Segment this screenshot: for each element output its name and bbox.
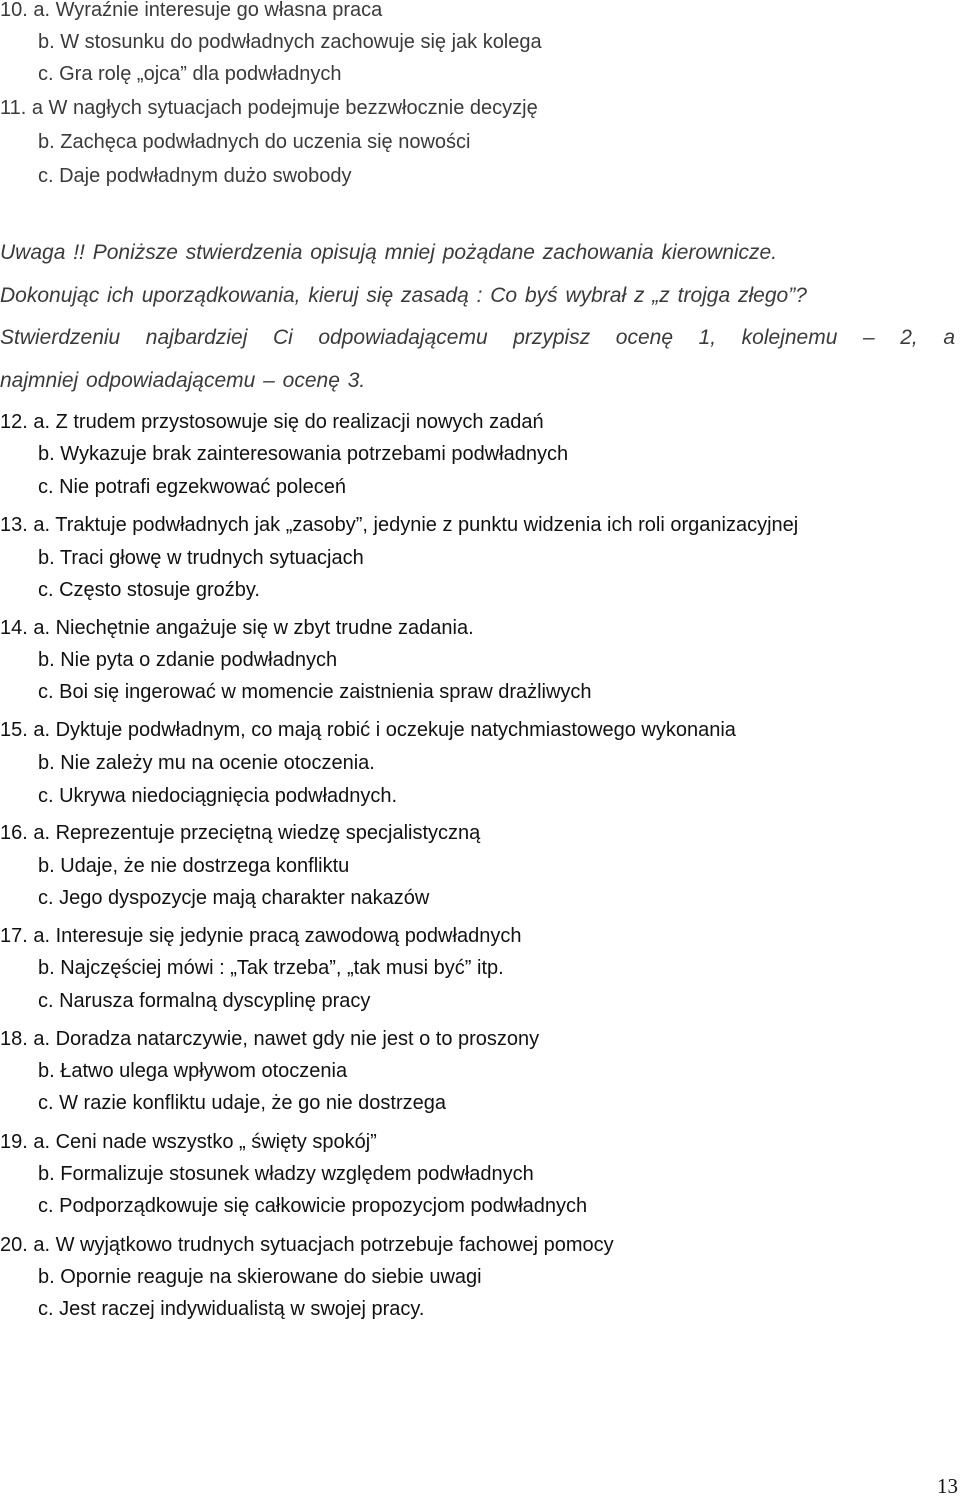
note-line-2: Dokonując ich uporządkowania, kieruj się zasadą : Co byś wybrał z „z trojga złego”? xyxy=(0,284,807,307)
item-17-a: 17. a. Interesuje się jedynie pracą zawodową podwładnych xyxy=(0,925,522,947)
item-14-c: c. Boi się ingerować w momencie zaistnienia spraw drażliwych xyxy=(38,681,592,703)
item-19-c: c. Podporządkowuje się całkowicie propozycjom podwładnych xyxy=(38,1195,588,1217)
item-13-c: c. Często stosuje groźby. xyxy=(38,579,260,601)
item-14-a: 14. a. Niechętnie angażuje się w zbyt trudne zadania. xyxy=(0,617,474,639)
item-14-b: b. Nie pyta o zdanie podwładnych xyxy=(38,649,338,671)
item-18-b: b. Łatwo ulega wpływom otoczenia xyxy=(38,1060,348,1082)
item-12-c: c. Nie potrafi egzekwować poleceń xyxy=(38,476,346,498)
item-20-b: b. Opornie reaguje na skierowane do siebie uwagi xyxy=(38,1266,482,1288)
item-20-c: c. Jest raczej indywidualistą w swojej pracy. xyxy=(38,1298,425,1320)
item-19-a: 19. a. Ceni nade wszystko „ święty spokój” xyxy=(0,1131,377,1153)
item-12-a: 12. a. Z trudem przystosowuje się do realizacji nowych zadań xyxy=(0,411,544,433)
page-number: 13 xyxy=(937,1474,958,1498)
item-11-a: 11. a W nagłych sytuacjach podejmuje bezzwłocznie decyzję xyxy=(0,97,538,119)
item-17-c: c. Narusza formalną dyscyplinę pracy xyxy=(38,990,371,1012)
item-17-b: b. Najczęściej mówi : „Tak trzeba”, „tak musi być” itp. xyxy=(38,957,504,979)
item-10-a: 10. a. Wyraźnie interesuje go własna praca xyxy=(0,0,383,21)
item-11-c: c. Daje podwładnym dużo swobody xyxy=(38,165,352,187)
item-16-a: 16. a. Reprezentuje przeciętną wiedzę specjalistyczną xyxy=(0,822,481,844)
item-15-c: c. Ukrywa niedociągnięcia podwładnych. xyxy=(38,785,398,807)
item-16-b: b. Udaje, że nie dostrzega konfliktu xyxy=(38,855,350,877)
item-20-a: 20. a. W wyjątkowo trudnych sytuacjach potrzebuje fachowej pomocy xyxy=(0,1234,614,1256)
item-18-c: c. W razie konfliktu udaje, że go nie dostrzega xyxy=(38,1092,446,1114)
item-12-b: b. Wykazuje brak zainteresowania potrzebami podwładnych xyxy=(38,443,569,465)
item-10-b: b. W stosunku do podwładnych zachowuje się jak kolega xyxy=(38,31,542,53)
item-10-c: c. Gra rolę „ojca” dla podwładnych xyxy=(38,63,342,85)
item-15-b: b. Nie zależy mu na ocenie otoczenia. xyxy=(38,752,375,774)
item-11-b: b. Zachęca podwładnych do uczenia się nowości xyxy=(38,131,471,153)
note-line-3: Stwierdzeniu najbardziej Ci odpowiadającemu przypisz ocenę 1, kolejnemu – 2, a xyxy=(0,326,955,349)
item-15-a: 15. a. Dyktuje podwładnym, co mają robić i oczekuje natychmiastowego wykonania xyxy=(0,719,736,741)
item-16-c: c. Jego dyspozycje mają charakter nakazów xyxy=(38,887,430,909)
item-18-a: 18. a. Doradza natarczywie, nawet gdy nie jest o to proszony xyxy=(0,1028,540,1050)
note-line-4: najmniej odpowiadającemu – ocenę 3. xyxy=(0,369,366,392)
item-13-b: b. Traci głowę w trudnych sytuacjach xyxy=(38,547,364,569)
item-19-b: b. Formalizuje stosunek władzy względem podwładnych xyxy=(38,1163,534,1185)
note-line-1: Uwaga !! Poniższe stwierdzenia opisują mniej pożądane zachowania kierownicze. xyxy=(0,241,778,264)
item-13-a: 13. a. Traktuje podwładnych jak „zasoby”, jedynie z punktu widzenia ich roli organizacyjnej xyxy=(0,514,799,536)
